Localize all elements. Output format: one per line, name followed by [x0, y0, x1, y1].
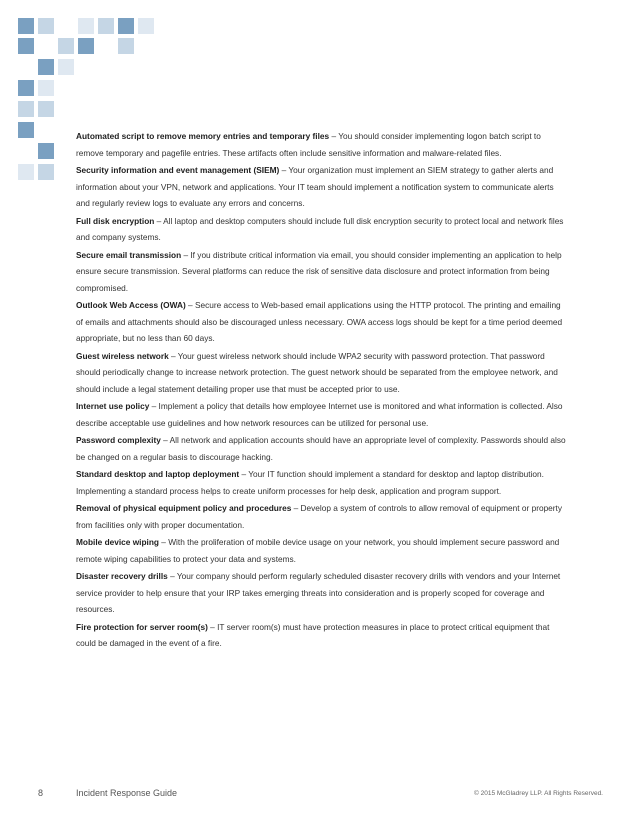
- item-term: Secure email transmission: [76, 249, 182, 260]
- mosaic-square: [18, 18, 34, 34]
- mosaic-square: [38, 59, 54, 75]
- item-term: Outlook Web Access (OWA): [76, 300, 186, 310]
- item-description: – All laptop and desktop computers should include full disk encryption security to protect local and network files and company systems.: [76, 215, 564, 242]
- item-description: – Your organization must implement an SIEM strategy to gather alerts and information about your VPN, network and applications. Your IT team should implement a notification system to communicate alerts and regularly review logs to evaluate any errors and concerns.: [76, 165, 554, 208]
- list-item-password-complexity: [76, 432, 566, 465]
- page-footer: [0, 788, 640, 804]
- list-item-internet-use-policy: [76, 398, 566, 431]
- item-term: Fire protection for server room(s): [76, 621, 208, 632]
- item-description: – Your company should perform regularly scheduled disaster recovery drills with vendors and your Internet service provider to help ensure that your IRP takes emerging threats into consideration and is properly scoped for coverage and resources.: [76, 571, 561, 614]
- mosaic-square: [18, 80, 34, 96]
- item-term: Mobile device wiping: [76, 537, 159, 547]
- mosaic-square: [18, 122, 34, 138]
- item-term: Internet use policy: [76, 401, 150, 411]
- mosaic-square: [38, 18, 54, 34]
- list-item-full-disk-encryption: [76, 213, 566, 246]
- document-title: Incident Response Guide: [76, 788, 178, 798]
- mosaic-square: [138, 18, 154, 34]
- mosaic-square: [58, 38, 74, 54]
- list-item-owa: [76, 297, 566, 347]
- list-item-siem: [76, 162, 566, 212]
- item-description: – Implement a policy that details how employee Internet use is monitored and what information is collected. Also describe acceptable use guidelines and how network resources can be utilized for personal use.: [76, 401, 563, 428]
- item-description: – If you distribute critical information via email, you should consider implementing an application to help ensure secure transmission. Several platforms can reduce the risk of sensitive data disclosure and protect information from being compromised.: [76, 249, 562, 293]
- item-term: Password complexity: [76, 435, 161, 445]
- item-description: – Your guest wireless network should include WPA2 security with password protection. That password should periodically change to increase network protection. The guest network should be separated from the employee network, and should include a legal statement detailing proper use that must be accepted prior to use.: [76, 350, 558, 394]
- mosaic-square: [38, 143, 54, 159]
- item-term: Disaster recovery drills: [76, 571, 168, 581]
- item-term: Standard desktop and laptop deployment: [76, 469, 240, 479]
- item-term: Removal of physical equipment policy and procedures: [76, 503, 292, 513]
- mosaic-square: [98, 18, 114, 34]
- item-term: Automated script to remove memory entries and temporary files: [76, 131, 330, 141]
- copyright-notice: © 2015 McGladrey LLP. All Rights Reserved.: [474, 790, 603, 797]
- mosaic-square: [18, 38, 34, 54]
- page-number: 8: [38, 788, 44, 798]
- list-item-memory-cleanup-script: [76, 128, 566, 161]
- item-description: – Secure access to Web-based email applications using the HTTP protocol. The printing and emailing of emails and attachments should also be discouraged unless necessary. OWA access logs should be kept for a time period deemed appropriate, but no less than 60 days.: [76, 300, 563, 343]
- list-item-standard-deployment: [76, 466, 566, 499]
- list-item-disaster-recovery: [76, 568, 566, 618]
- item-description: – With the proliferation of mobile device usage on your network, you should implement secure password and remote wiping capabilities to protect your data and systems.: [76, 537, 560, 564]
- mosaic-square: [18, 164, 34, 180]
- item-description: – You should consider implementing logon batch script to remove temporary and pagefile entries. These artifacts often include sensitive information and malware-related files.: [76, 131, 541, 158]
- item-term: Guest wireless network: [76, 350, 169, 361]
- item-description: – All network and application accounts should have an appropriate level of complexity. Passwords should also be changed on a regular basis to discourage hacking.: [76, 435, 566, 462]
- item-description: – IT server room(s) must have protection measures in place to protect critical equipment that could be damaged in the event of a fire.: [76, 621, 550, 648]
- list-item-secure-email: [76, 247, 566, 297]
- mosaic-square: [118, 18, 134, 34]
- security-controls-list: [76, 128, 566, 652]
- item-description: – Your IT function should implement a standard for desktop and laptop distribution. Implementing a standard process helps to create uniform processes for help desk, application and program support.: [76, 469, 544, 496]
- item-term: Full disk encryption: [76, 215, 155, 226]
- mosaic-square: [18, 101, 34, 117]
- mosaic-square: [78, 18, 94, 34]
- list-item-equipment-removal: [76, 500, 566, 533]
- item-description: – Develop a system of controls to allow removal of equipment or property from facilities only with proper documentation.: [76, 503, 563, 530]
- list-item-fire-protection: [76, 619, 566, 652]
- list-item-guest-wireless: [76, 348, 566, 398]
- mosaic-square: [58, 59, 74, 75]
- mosaic-square: [118, 38, 134, 54]
- list-item-mobile-wiping: [76, 534, 566, 567]
- item-term: Security information and event management (SIEM): [76, 165, 280, 175]
- mosaic-square: [38, 80, 54, 96]
- mosaic-square: [38, 101, 54, 117]
- mosaic-square: [78, 38, 94, 54]
- mosaic-square: [38, 164, 54, 180]
